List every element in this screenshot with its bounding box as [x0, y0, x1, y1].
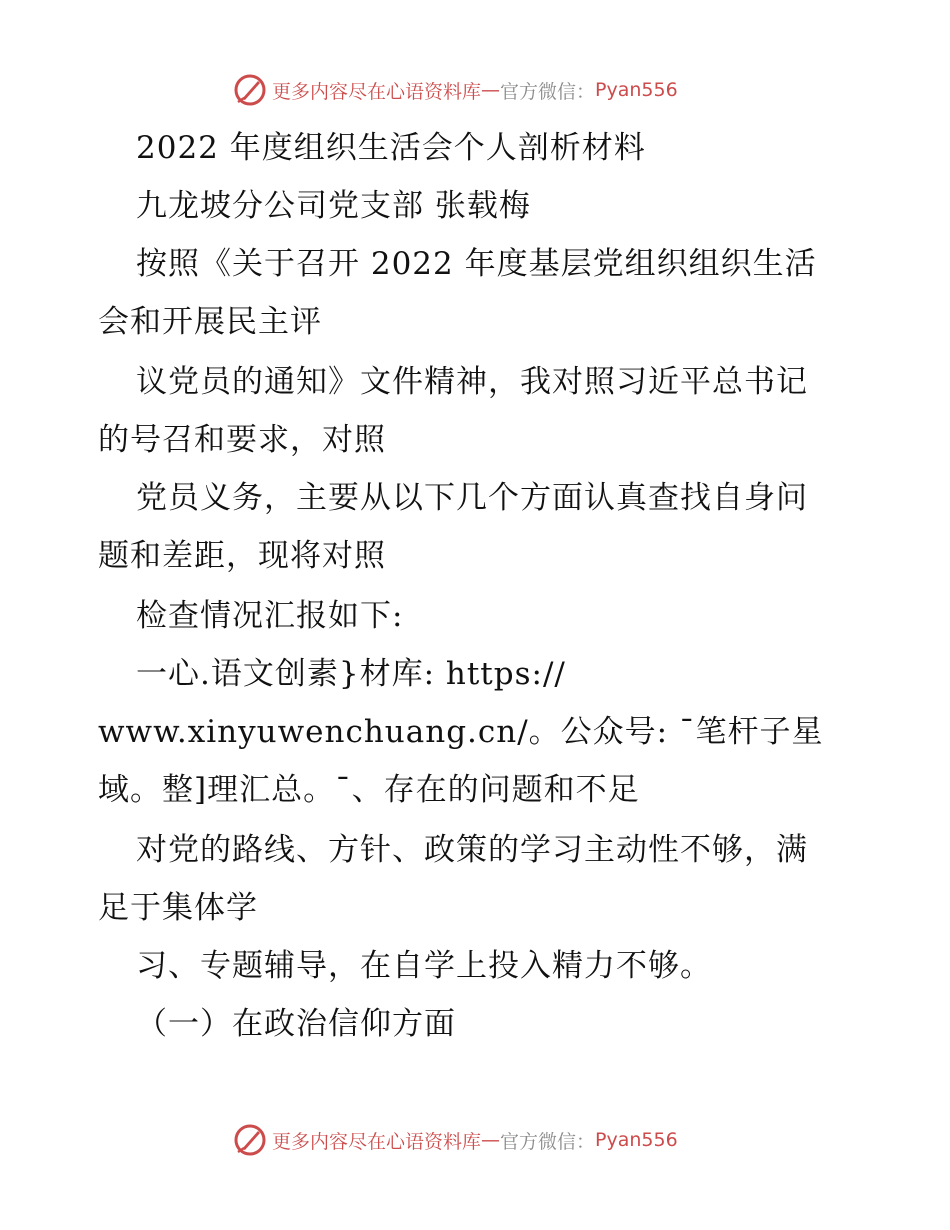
watermark-prefix: 更多内容尽在心语资料库	[272, 80, 482, 103]
body-line: 一心.语文创素}材库: https://	[136, 656, 566, 692]
watermark-dash: —	[481, 1129, 501, 1151]
doc-title: 2022 年度组织生活会个人剖析材料	[136, 130, 646, 166]
body-line: 习、专题辅导，在自学上投入精力不够。	[136, 948, 712, 984]
quill-circle-icon	[232, 72, 268, 108]
watermark-dash: —	[481, 79, 501, 101]
body-line: 按照《关于召开 2022 年度基层党组织组织生活	[136, 246, 817, 282]
watermark-id: Pyan556	[595, 79, 678, 101]
watermark-label: 官方微信：	[500, 1130, 596, 1153]
body-line: www.xinyuwenchuang.cn/。公众号: ¯笔杆子星	[98, 714, 824, 750]
watermark-label: 官方微信：	[500, 80, 596, 103]
body-line: 检查情况汇报如下:	[136, 598, 404, 634]
watermark-footer	[232, 1122, 678, 1158]
quill-circle-icon	[232, 1122, 268, 1158]
body-line: 的号召和要求，对照	[98, 422, 386, 458]
body-line: 对党的路线、方针、政策的学习主动性不够，满	[136, 832, 808, 868]
body-line: 议党员的通知》文件精神，我对照习近平总书记	[136, 364, 808, 400]
body-line: 足于集体学	[98, 890, 258, 926]
body-line: 题和差距，现将对照	[98, 538, 386, 574]
watermark-id: Pyan556	[595, 1129, 678, 1151]
body-line: 域。整]理汇总。¯、存在的问题和不足	[98, 772, 640, 808]
body-line: 会和开展民主评	[98, 304, 322, 340]
watermark-header	[232, 72, 678, 108]
watermark-prefix: 更多内容尽在心语资料库	[272, 1130, 482, 1153]
doc-author: 九龙坡分公司党支部 张载梅	[136, 188, 531, 224]
body-line: 党员义务，主要从以下几个方面认真查找自身问	[136, 480, 808, 516]
section-heading: （一）在政治信仰方面	[136, 1006, 456, 1042]
